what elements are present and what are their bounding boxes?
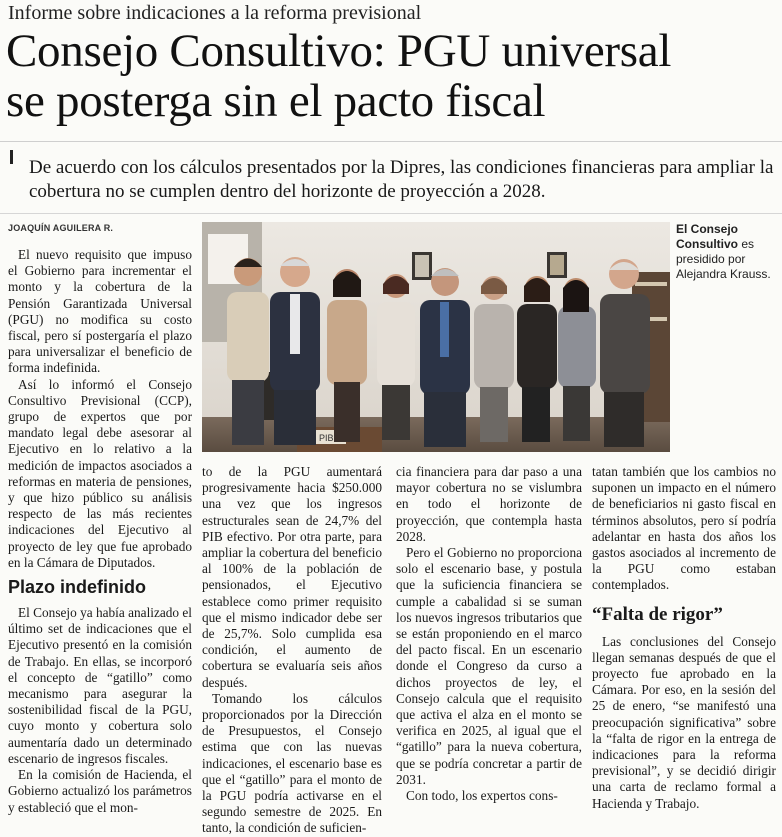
photo-caption-bold: El Consejo Consultivo — [676, 222, 739, 251]
paragraph: cia financiera para dar paso a una mayor cobertura no se vislumbra en todo el horizonte de proyección, que contempla hasta 2028. — [396, 464, 582, 544]
paragraph: El Consejo ya había analizado el último set de indicaciones que el Ejecutivo presentó en la comisión de Trabajo. En ellas, se incorporó el concepto de “gatillo” como mecanismo para asegurar la sostenibilidad fiscal de la PGU, cuyo monto y cobertura solo aumentaría dado un determinado escenario de ingresos fiscales. — [8, 605, 192, 766]
headline — [6, 26, 781, 126]
paragraph: El nuevo requisito que impuso el Gobierno para incrementar el monto y la cobertura de la Pensión Garantizada Universal (PGU) no modifica su costo fiscal, pero sí postergaría el plazo para universalizar el beneficio de forma indefinida. — [8, 247, 192, 376]
paragraph: tatan también que los cambios no suponen un impacto en el número de beneficiarios ni gasto fiscal en términos absolutos, pero sí podría adelantar en hasta dos años los gastos asociados al incremento de la PGU como estaban contemplados. — [592, 464, 776, 593]
photo-caption-text: es presidido por Alejandra Krauss. — [676, 237, 771, 281]
kicker: Informe sobre indicaciones a la reforma previsional — [8, 2, 422, 24]
article-column-3 — [396, 464, 582, 804]
article-column-1 — [8, 247, 192, 816]
group-photo — [202, 222, 670, 452]
photo-book-text: PIB — [319, 433, 334, 443]
subhead: De acuerdo con los cálculos presentados por la Dipres, las condiciones financieras para ampliar la cobertura no se cumplen dentro del horizonte de proyección a 2028. — [29, 157, 774, 202]
byline: JOAQUÍN AGUILERA R. — [8, 223, 114, 233]
paragraph: Pero el Gobierno no proporciona solo el escenario base, y postula que la suficiencia financiera se cumple a cabalidad si se suman los nuevos ingresos tributarios que se están proponiendo en el marco del pacto fiscal. En un escenario donde el Congreso da curso a dichos proyectos de ley, el Consejo calcula que el requisito que activa el alza en el monto se verifica en 2025, al igual que el “gatillo” para la nueva cobertura, que se podría concretar a partir de 2031. — [396, 545, 582, 787]
headline-line-1: Consejo Consultivo: PGU universal — [6, 25, 672, 77]
top-rule — [0, 141, 782, 142]
subhead-rule — [0, 213, 782, 214]
photo-caption — [676, 222, 776, 282]
paragraph: En la comisión de Hacienda, el Gobierno actualizó los parámetros y estableció que el mon- — [8, 767, 192, 815]
paragraph: to de la PGU aumentará progresivamente hacia $250.000 una vez que los ingresos estructurales sean de 24,7% del PIB efectivo. Por otra parte, para ampliar la cobertura del beneficio al 100% de la población de pensionados, el Ejecutivo establece como primer requisito que el mismo indicador debe ser de 25,7%. Solo cumplida esa condición, el aumento de cobertura se evaluaría seis años después. — [202, 464, 382, 690]
paragraph: Con todo, los expertos cons- — [406, 788, 558, 804]
paragraph: Así lo informó el Consejo Consultivo Previsional (CCP), grupo de expertos que por mandato legal debe asesorar al Ejecutivo en lo relativo a la medición de impactos asociados a reformas en materia de pensiones, y que hizo público su análisis respecto de las más recientes indicaciones del Ejecutivo al proyecto de ley que fue aprobado en la Cámara de Diputados. — [8, 376, 192, 570]
section-heading-falta-de-rigor: “Falta de rigor” — [592, 603, 723, 625]
subhead-marker — [10, 150, 13, 164]
article-column-4 — [592, 464, 776, 812]
paragraph: Las conclusiones del Consejo llegan semanas después de que el proyecto fue aprobado en la Cámara. Por eso, en la sesión del 25 de enero, “se manifestó una preocupación significativa” sobre la “falta de rigor en la entrega de indicaciones para la reforma previsional”, y se decidió dirigir una carta de reclamo formal a Hacienda y Trabajo. — [592, 633, 776, 811]
section-heading-plazo-indefinido: Plazo indefinido — [8, 577, 146, 598]
article-column-2 — [202, 464, 382, 837]
group-photo-illustration — [202, 222, 670, 452]
headline-line-2: se posterga sin el pacto fiscal — [6, 75, 546, 127]
paragraph: Tomando los cálculos proporcionados por la Dirección de Presupuestos, el Consejo estima que con las nuevas indicaciones, el escenario base es que el “gatillo” para el monto de la PGU podría activarse en el segundo semestre de 2025. En tanto, la condición de suficien- — [202, 690, 382, 836]
